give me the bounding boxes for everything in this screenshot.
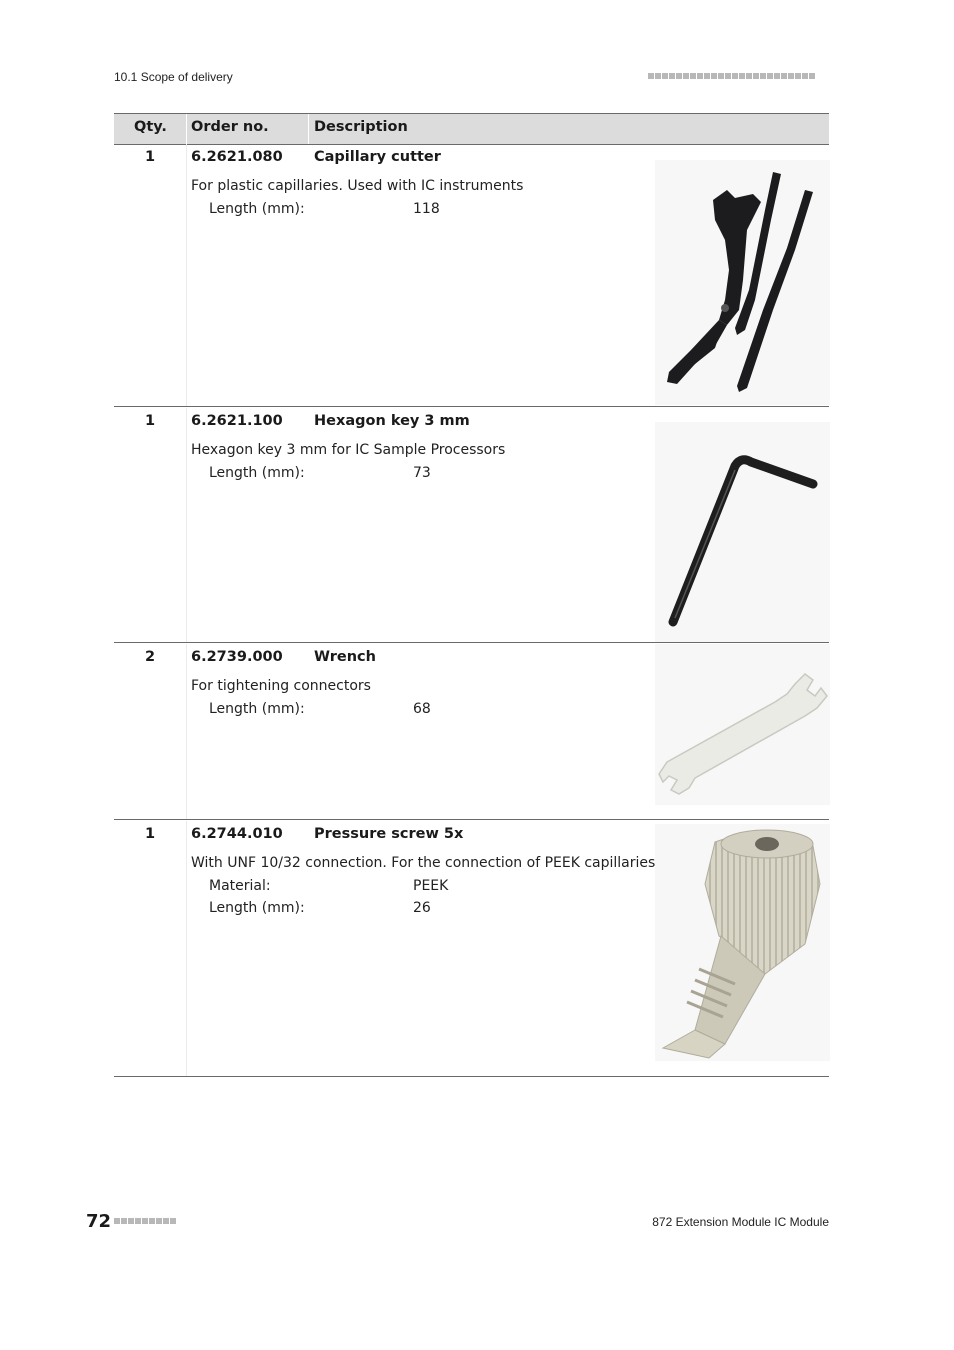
table-row [114,644,829,820]
row-title: Wrench [314,649,376,665]
prop-label: Length (mm): [209,201,305,217]
prop-value: 73 [413,465,431,481]
header-decorative-dots [648,73,815,79]
row-order-no: 6.2739.000 [191,649,283,665]
row-qty: 2 [144,649,156,665]
header-description: Description [314,119,408,135]
prop-value: 118 [413,201,440,217]
row-description: With UNF 10/32 connection. For the connection of PEEK capillaries [191,855,656,871]
running-header: 10.1 Scope of delivery [114,70,233,84]
row-order-no: 6.2621.080 [191,149,283,165]
page-number: 72 [86,1211,112,1232]
scope-of-delivery-table [114,113,829,916]
prop-label: Length (mm): [209,701,305,717]
table-row [114,821,829,1077]
prop-value: 68 [413,701,431,717]
prop-value: 26 [413,900,431,916]
header-qty: Qty. [134,119,167,135]
row-description: For tightening connectors [191,678,371,694]
table-header [114,113,829,145]
wrench-image [655,644,830,805]
row-title: Hexagon key 3 mm [314,413,470,429]
row-order-no: 6.2744.010 [191,826,283,842]
prop-label: Length (mm): [209,900,305,916]
row-qty: 1 [144,149,156,165]
row-order-no: 6.2621.100 [191,413,283,429]
row-title: Capillary cutter [314,149,441,165]
document-title: 872 Extension Module IC Module [652,1215,829,1229]
capillary-cutter-image [655,160,830,405]
hexagon-key-image [655,422,830,642]
prop-value: PEEK [413,878,449,894]
row-description: Hexagon key 3 mm for IC Sample Processors [191,442,506,458]
table-row [114,408,829,643]
row-qty: 1 [144,826,156,842]
row-title: Pressure screw 5x [314,826,464,842]
table-row [114,144,829,407]
header-order-no: Order no. [191,119,269,135]
prop-label: Material: [209,878,271,894]
row-qty: 1 [144,413,156,429]
footer-decorative-dots [114,1218,176,1224]
prop-label: Length (mm): [209,465,305,481]
row-description: For plastic capillaries. Used with IC instruments [191,178,524,194]
pressure-screw-image [655,824,830,1061]
